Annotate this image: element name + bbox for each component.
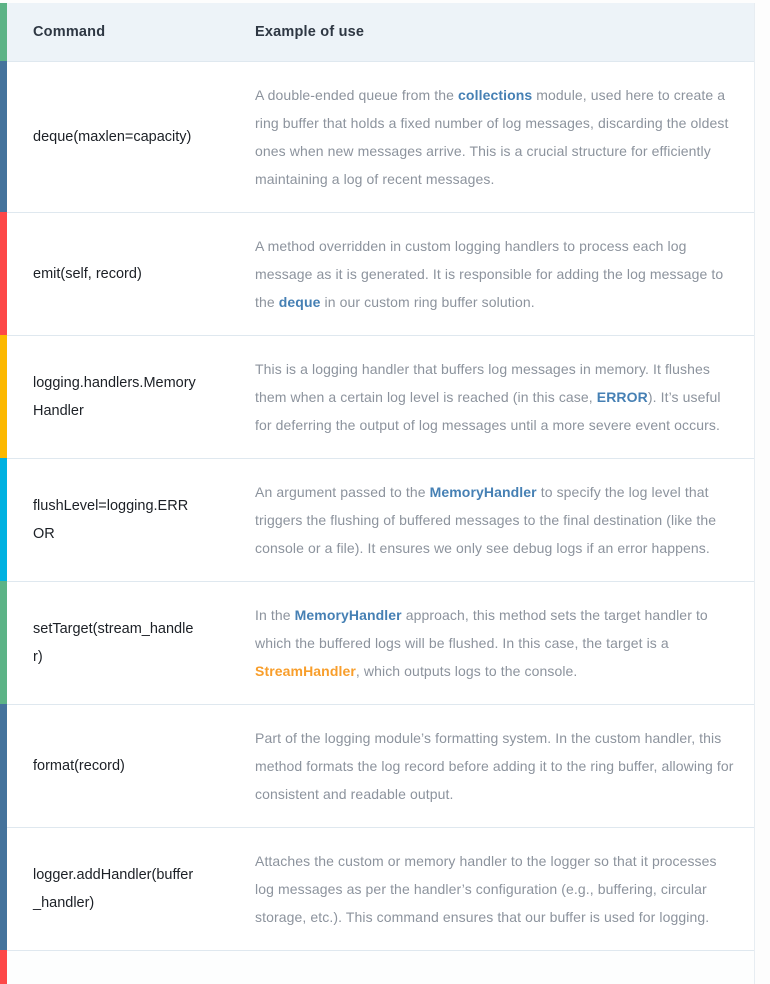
example-cell	[255, 951, 754, 984]
row-accent-bar	[0, 458, 7, 581]
header-accent-bar	[0, 3, 7, 61]
description-text: module, used here to create a ring buffer that holds a fixed number of log messages, discarding the oldest ones when new messages arrive. This is a crucial structure for efficiently maintaining a log of recent messages.	[255, 87, 729, 187]
row-inner	[7, 827, 754, 950]
example-cell	[255, 828, 754, 950]
row-accent-bar	[0, 827, 7, 950]
row-accent-bar	[0, 950, 7, 984]
header-inner	[7, 3, 754, 61]
highlight-term[interactable]: collections	[458, 87, 533, 103]
row-inner	[7, 704, 754, 827]
command-cell: logger.addHandler(buffer_handler)	[33, 867, 194, 911]
table-row	[0, 61, 754, 212]
table-row	[0, 335, 754, 458]
description-text: A double-ended queue from the	[255, 87, 459, 103]
row-inner	[7, 581, 754, 704]
row-inner	[7, 61, 754, 212]
description-text: Part of the logging module’s formatting system. In the custom handler, this method formats the log record before adding it to the ring buffer, allowing for consistent and readable output.	[255, 730, 734, 802]
example-cell	[255, 582, 754, 704]
row-inner	[7, 950, 754, 984]
table-row	[0, 950, 754, 984]
description-text: approach, this method sets the target handler to which the buffered logs will be flushed. In this case, the target is a	[255, 607, 708, 651]
table-row	[0, 581, 754, 704]
row-accent-bar	[0, 212, 7, 335]
table-body	[0, 61, 754, 984]
table-header-row	[0, 3, 754, 61]
highlight-term[interactable]: StreamHandler	[255, 663, 356, 679]
description-text: This is a logging handler that buffers log messages in memory. It flushes them when a certain log level is reached (in this case,	[255, 361, 711, 405]
command-cell: emit(self, record)	[33, 266, 142, 282]
description-text: An argument passed to the	[255, 484, 430, 500]
column-header-example: Example of use	[255, 24, 365, 40]
command-cell: format(record)	[33, 758, 125, 774]
row-accent-bar	[0, 704, 7, 827]
example-cell	[255, 336, 754, 458]
row-accent-bar	[0, 581, 7, 704]
command-cell: logging.handlers.MemoryHandler	[33, 375, 196, 419]
table-row	[0, 458, 754, 581]
highlight-term[interactable]: deque	[278, 294, 321, 310]
row-accent-bar	[0, 61, 7, 212]
row-accent-bar	[0, 335, 7, 458]
description-text: to specify the log level that triggers the flushing of buffered messages to the final destination (like the console or a file). It ensures we only see debug logs if an error happens.	[255, 484, 717, 556]
highlight-term[interactable]: ERROR	[596, 389, 648, 405]
description-text: , which outputs logs to the console.	[355, 663, 578, 679]
description-text: A method overridden in custom logging handlers to process each log message as it is generated. It is responsible for adding the log message to the	[255, 238, 724, 310]
example-cell	[255, 62, 754, 212]
command-cell: flushLevel=logging.ERROR	[33, 498, 189, 542]
commands-table	[0, 3, 755, 984]
row-inner	[7, 458, 754, 581]
row-inner	[7, 335, 754, 458]
description-text: in our custom ring buffer solution.	[320, 294, 535, 310]
table-row	[0, 704, 754, 827]
description-text: In the	[255, 607, 295, 623]
example-cell	[255, 213, 754, 335]
description-text: Attaches the custom or memory handler to the logger so that it processes log messages as per the handler’s configuration (e.g., buffering, circular storage, etc.). This command ensures that our buffer is used for logging.	[255, 853, 717, 925]
example-cell	[255, 459, 754, 581]
command-cell: deque(maxlen=capacity)	[33, 129, 192, 145]
description-text: ). It’s useful for deferring the output of log messages until a more severe event occurs.	[255, 389, 721, 433]
column-header-command: Command	[33, 24, 106, 40]
command-cell: setTarget(stream_handler)	[33, 621, 194, 665]
highlight-term[interactable]: MemoryHandler	[294, 607, 402, 623]
table-row	[0, 212, 754, 335]
row-inner	[7, 212, 754, 335]
table-row	[0, 827, 754, 950]
example-cell	[255, 705, 754, 827]
highlight-term[interactable]: MemoryHandler	[429, 484, 537, 500]
